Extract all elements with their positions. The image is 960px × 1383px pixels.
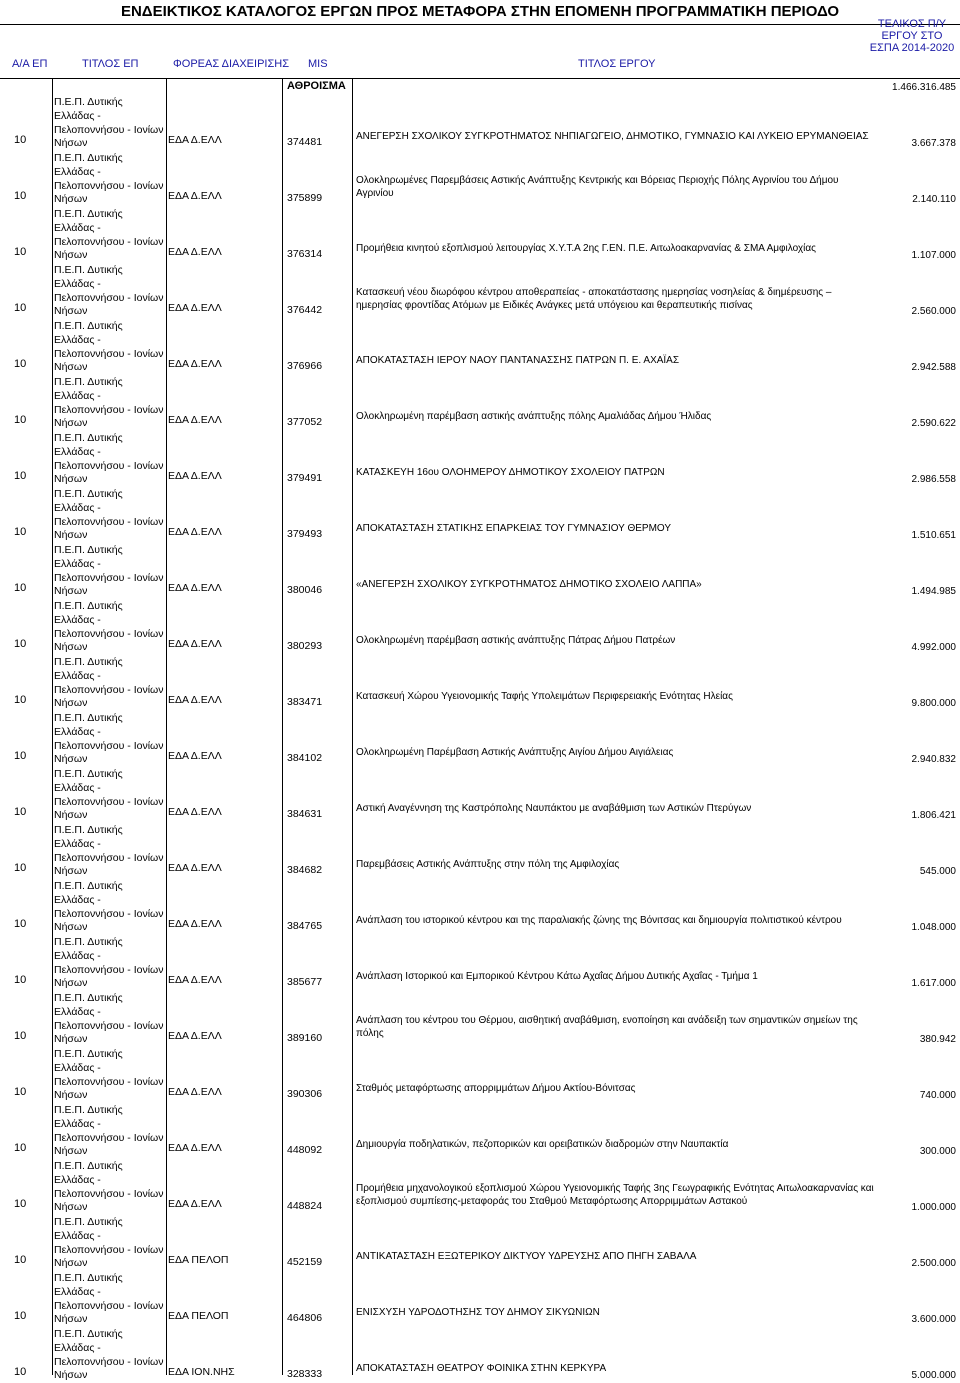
- table-row: [0, 822, 960, 878]
- row-program-line: Πελοποννήσου - Ιονίων: [54, 179, 164, 192]
- row-ep-code: 10: [14, 358, 27, 370]
- table-row: [0, 654, 960, 710]
- table-row: [0, 206, 960, 262]
- row-mis: 376442: [287, 304, 323, 316]
- row-project-title: «ΑΝΕΓΕΡΣΗ ΣΧΟΛΙΚΟΥ ΣΥΓΚΡΟΤΗΜΑΤΟΣ ΔΗΜΟΤΙΚΟ ΣΧΟΛΕΙΟ ΛΑΠΠΑ»: [356, 579, 702, 590]
- table-row: [0, 710, 960, 766]
- col-header-ep-title: ΤΙΤΛΟΣ ΕΠ: [82, 58, 139, 70]
- row-program-line: Ελλάδας -: [54, 389, 101, 402]
- row-project-title: Ολοκληρωμένες Παρεμβάσεις Αστικής Ανάπτυξης Κεντρικής και Βόρειας Περιοχής Πόλης Αγρινίου του Δήμου Αγρινίου: [356, 175, 839, 199]
- row-program-line: Π.Ε.Π. Δυτικής: [54, 880, 123, 892]
- row-mis: 389160: [287, 1032, 323, 1044]
- row-program-line: Π.Ε.Π. Δυτικής: [54, 936, 123, 948]
- row-program-line: Ελλάδας -: [54, 557, 101, 570]
- row-agency: ΕΔΑ Δ.ΕΛΛ: [168, 694, 222, 706]
- row-program-line: Νήσων: [54, 809, 88, 822]
- row-program-line: Πελοποννήσου - Ιονίων: [54, 571, 164, 584]
- row-agency: ΕΔΑ Δ.ΕΛΛ: [168, 358, 222, 370]
- row-program-line: Π.Ε.Π. Δυτικής: [54, 1104, 123, 1116]
- row-mis: 380046: [287, 584, 323, 596]
- table-row: [0, 94, 960, 150]
- row-program-line: Πελοποννήσου - Ιονίων: [54, 851, 164, 864]
- row-agency: ΕΔΑ Δ.ΕΛΛ: [168, 1198, 222, 1210]
- row-agency: ΕΔΑ Δ.ΕΛΛ: [168, 1030, 222, 1042]
- row-program-line: Π.Ε.Π. Δυτικής: [54, 656, 123, 668]
- row-project-title: ΕΝΙΣΧΥΣΗ ΥΔΡΟΔΟΤΗΣΗΣ ΤΟΥ ΔΗΜΟΥ ΣΙΚΥΩΝΙΩΝ: [356, 1307, 600, 1318]
- row-mis: 375899: [287, 192, 323, 204]
- row-agency: ΕΔΑ Δ.ΕΛΛ: [168, 582, 222, 594]
- row-program-line: Πελοποννήσου - Ιονίων: [54, 1299, 164, 1312]
- row-ep-code: 10: [14, 1198, 27, 1210]
- row-program-line: Ελλάδας -: [54, 221, 101, 234]
- row-program-line: Ελλάδας -: [54, 165, 101, 178]
- row-budget: 9.800.000: [911, 698, 956, 709]
- row-program-title: [54, 264, 170, 319]
- header-top-rule: [0, 24, 960, 25]
- row-program-title: [54, 600, 170, 655]
- row-budget: 1.000.000: [911, 1202, 956, 1213]
- row-program-line: Πελοποννήσου - Ιονίων: [54, 459, 164, 472]
- row-program-line: Νήσων: [54, 641, 88, 654]
- table-row: [0, 430, 960, 486]
- row-program-title: [54, 880, 170, 935]
- row-agency: ΕΔΑ Δ.ΕΛΛ: [168, 974, 222, 986]
- row-program-line: Π.Ε.Π. Δυτικής: [54, 1160, 123, 1172]
- row-mis: 384682: [287, 864, 323, 876]
- table-row: [0, 990, 960, 1046]
- table-row: [0, 1158, 960, 1214]
- row-mis: 377052: [287, 416, 323, 428]
- row-ep-code: 10: [14, 1086, 27, 1098]
- row-mis: 448824: [287, 1200, 323, 1212]
- row-mis: 390306: [287, 1088, 323, 1100]
- row-budget: 4.992.000: [911, 642, 956, 653]
- row-mis: 383471: [287, 696, 323, 708]
- row-program-title: [54, 152, 170, 207]
- row-mis: 385677: [287, 976, 323, 988]
- row-ep-code: 10: [14, 246, 27, 258]
- row-program-title: [54, 656, 170, 711]
- row-program-line: Π.Ε.Π. Δυτικής: [54, 208, 123, 220]
- row-budget: 3.600.000: [911, 1314, 956, 1325]
- row-program-line: Π.Ε.Π. Δυτικής: [54, 320, 123, 332]
- table-row: [0, 1326, 960, 1382]
- row-budget: 1.510.651: [911, 530, 956, 541]
- row-agency: ΕΔΑ Δ.ΕΛΛ: [168, 862, 222, 874]
- row-program-line: Π.Ε.Π. Δυτικής: [54, 992, 123, 1004]
- row-program-title: [54, 1160, 170, 1215]
- row-program-line: Π.Ε.Π. Δυτικής: [54, 768, 123, 780]
- row-ep-code: 10: [14, 1030, 27, 1042]
- row-program-line: Π.Ε.Π. Δυτικής: [54, 488, 123, 500]
- row-project-title: Παρεμβάσεις Αστικής Ανάπτυξης στην πόλη της Αμφιλοχίας: [356, 859, 620, 870]
- row-program-line: Π.Ε.Π. Δυτικής: [54, 152, 123, 164]
- row-program-title: [54, 432, 170, 487]
- row-program-title: [54, 1272, 170, 1327]
- row-agency: ΕΔΑ Δ.ΕΛΛ: [168, 638, 222, 650]
- row-program-title: [54, 320, 170, 375]
- row-mis: 374481: [287, 136, 323, 148]
- row-program-line: Ελλάδας -: [54, 837, 101, 850]
- row-program-title: [54, 96, 170, 151]
- row-program-line: Πελοποννήσου - Ιονίων: [54, 1187, 164, 1200]
- row-project-title: Κατασκευή Χώρου Υγειονομικής Ταφής Υπολειμάτων Περιφερειακής Ενότητας Ηλείας: [356, 691, 733, 702]
- table-row: [0, 934, 960, 990]
- row-project-title: ΑΝΤΙΚΑΤΑΣΤΑΣΗ ΕΞΩΤΕΡΙΚΟΥ ΔΙΚΤΥΟΥ ΥΔΡΕΥΣΗΣ ΑΠΟ ΠΗΓΗ ΣΑΒΑΛΑ: [356, 1251, 697, 1262]
- row-mis: 452159: [287, 1256, 323, 1268]
- row-program-line: Π.Ε.Π. Δυτικής: [54, 1216, 123, 1228]
- row-program-line: Νήσων: [54, 305, 88, 318]
- row-mis: 379493: [287, 528, 323, 540]
- row-project-title: ΑΠΟΚΑΤΑΣΤΑΣΗ ΣΤΑΤΙΚΗΣ ΕΠΑΡΚΕΙΑΣ ΤΟΥ ΓΥΜΝΑΣΙΟΥ ΘΕΡΜΟΥ: [356, 523, 672, 534]
- row-budget: 1.107.000: [911, 250, 956, 261]
- row-program-line: Π.Ε.Π. Δυτικής: [54, 712, 123, 724]
- row-project-title: ΑΠΟΚΑΤΑΣΤΑΣΗ ΙΕΡΟΥ ΝΑΟΥ ΠΑΝΤΑΝΑΣΣΗΣ ΠΑΤΡΩΝ Π. Ε. ΑΧΑΪΑΣ: [356, 355, 680, 366]
- row-budget: 1.494.985: [911, 586, 956, 597]
- row-program-line: Πελοποννήσου - Ιονίων: [54, 739, 164, 752]
- row-budget: 545.000: [919, 866, 956, 877]
- row-project-title: Ολοκληρωμένη Παρέμβαση Αστικής Ανάπτυξης Αιγίου Δήμου Αιγιάλειας: [356, 747, 674, 758]
- row-program-line: Νήσων: [54, 137, 88, 150]
- row-project-title: Προμήθεια κινητού εξοπλισμού λειτουργίας Χ.Υ.Τ.Α 2ης Γ.ΕΝ. Π.Ε. Αιτωλοακαρνανίας & ΣΜΑ Αμφιλοχίας: [356, 243, 816, 254]
- row-program-title: [54, 992, 170, 1047]
- row-budget: 300.000: [919, 1146, 956, 1157]
- row-project-title: Ολοκληρωμένη παρέμβαση αστικής ανάπτυξης Πάτρας Δήμου Πατρέων: [356, 635, 676, 646]
- row-mis: 448092: [287, 1144, 323, 1156]
- row-program-line: Νήσων: [54, 753, 88, 766]
- table-row: [0, 318, 960, 374]
- row-program-line: Νήσων: [54, 1089, 88, 1102]
- col-header-mis: MIS: [308, 58, 328, 70]
- row-agency: ΕΔΑ Δ.ΕΛΛ: [168, 190, 222, 202]
- row-budget: 2.986.558: [911, 474, 956, 485]
- row-program-line: Νήσων: [54, 1145, 88, 1158]
- table-row: [0, 1270, 960, 1326]
- row-program-line: Πελοποννήσου - Ιονίων: [54, 403, 164, 416]
- document-title: ΕΝΔΕΙΚΤΙΚΟΣ ΚΑΤΑΛΟΓΟΣ ΕΡΓΩΝ ΠΡΟΣ ΜΕΤΑΦΟΡΑ ΣΤΗΝ ΕΠΟΜΕΝΗ ΠΡΟΓΡΑΜΜΑΤΙΚΗ ΠΕΡΙΟΔΟ: [120, 3, 840, 20]
- row-program-line: Πελοποννήσου - Ιονίων: [54, 627, 164, 640]
- row-agency: ΕΔΑ Δ.ΕΛΛ: [168, 1086, 222, 1098]
- row-budget: 5.000.000: [911, 1370, 956, 1381]
- row-ep-code: 10: [14, 190, 27, 202]
- row-project-title: Ολοκληρωμένη παρέμβαση αστικής ανάπτυξης πόλης Αμαλιάδας Δήμου Ήλιδας: [356, 411, 712, 422]
- row-project-title: Ανάπλαση του ιστορικού κέντρου και της παραλιακής ζώνης της Βόνιτσας και δημιουργία πολιτιστικού κέντρου: [356, 915, 842, 926]
- summary-label: ΑΘΡΟΙΣΜΑ: [287, 80, 346, 92]
- row-ep-code: 10: [14, 470, 27, 482]
- row-project-title: Αστική Αναγέννηση της Καστρόπολης Ναυπάκτου με αναβάθμιση των Αστικών Πτερύγων: [356, 803, 752, 814]
- row-program-title: [54, 936, 170, 991]
- row-agency: ΕΔΑ Δ.ΕΛΛ: [168, 806, 222, 818]
- row-program-line: Νήσων: [54, 697, 88, 710]
- row-agency: ΕΔΑ Δ.ΕΛΛ: [168, 246, 222, 258]
- row-budget: 380.942: [919, 1034, 956, 1045]
- row-program-line: Νήσων: [54, 585, 88, 598]
- row-agency: ΕΔΑ ΠΕΛΟΠ: [168, 1254, 229, 1266]
- row-budget: 2.942.588: [911, 362, 956, 373]
- row-program-line: Π.Ε.Π. Δυτικής: [54, 96, 123, 108]
- row-program-line: Πελοποννήσου - Ιονίων: [54, 907, 164, 920]
- row-program-line: Νήσων: [54, 417, 88, 430]
- row-program-line: Νήσων: [54, 193, 88, 206]
- row-ep-code: 10: [14, 302, 27, 314]
- row-agency: ΕΔΑ ΠΕΛΟΠ: [168, 1310, 229, 1322]
- row-project-title: Ανάπλαση Ιστορικού και Εμπορικού Κέντρου Κάτω Αχαΐας Δήμου Δυτικής Αχαΐας - Τμήμα 1: [356, 971, 758, 982]
- row-mis: 384102: [287, 752, 323, 764]
- row-program-line: Ελλάδας -: [54, 501, 101, 514]
- row-ep-code: 10: [14, 414, 27, 426]
- row-program-line: Νήσων: [54, 977, 88, 990]
- col-header-agency: ΦΟΡΕΑΣ ΔΙΑΧΕΙΡΙΣΗΣ: [173, 58, 289, 70]
- row-ep-code: 10: [14, 1254, 27, 1266]
- row-mis: 328333: [287, 1368, 323, 1380]
- row-agency: ΕΔΑ Δ.ΕΛΛ: [168, 1142, 222, 1154]
- row-program-line: Π.Ε.Π. Δυτικής: [54, 1048, 123, 1060]
- row-program-line: Νήσων: [54, 1369, 88, 1382]
- col-header-ep-code: Α/Α ΕΠ: [12, 58, 48, 70]
- row-program-title: [54, 208, 170, 263]
- row-program-line: Π.Ε.Π. Δυτικής: [54, 544, 123, 556]
- row-project-title: ΑΝΕΓΕΡΣΗ ΣΧΟΛΙΚΟΥ ΣΥΓΚΡΟΤΗΜΑΤΟΣ ΝΗΠΙΑΓΩΓΕΙΟ, ΔΗΜΟΤΙΚΟ, ΓΥΜΝΑΣΙΟ ΚΑΙ ΛΥΚΕΙΟ ΕΡΥΜΑΝΘΕΙΑΣ: [356, 131, 869, 142]
- row-program-line: Π.Ε.Π. Δυτικής: [54, 376, 123, 388]
- row-program-line: Πελοποννήσου - Ιονίων: [54, 1075, 164, 1088]
- row-ep-code: 10: [14, 1142, 27, 1154]
- row-program-line: Νήσων: [54, 1033, 88, 1046]
- row-program-line: Ελλάδας -: [54, 1173, 101, 1186]
- row-ep-code: 10: [14, 974, 27, 986]
- row-program-title: [54, 1104, 170, 1159]
- row-mis: 384631: [287, 808, 323, 820]
- row-ep-code: 10: [14, 638, 27, 650]
- row-ep-code: 10: [14, 918, 27, 930]
- row-program-line: Πελοποννήσου - Ιονίων: [54, 1131, 164, 1144]
- row-program-line: Ελλάδας -: [54, 1061, 101, 1074]
- table-row: [0, 486, 960, 542]
- row-agency: ΕΔΑ Δ.ΕΛΛ: [168, 470, 222, 482]
- row-budget: 2.140.110: [912, 194, 956, 205]
- table-row: [0, 598, 960, 654]
- row-agency: ΕΔΑ Δ.ΕΛΛ: [168, 526, 222, 538]
- row-program-line: Πελοποννήσου - Ιονίων: [54, 1355, 164, 1368]
- row-agency: ΕΔΑ Δ.ΕΛΛ: [168, 750, 222, 762]
- row-program-line: Π.Ε.Π. Δυτικής: [54, 264, 123, 276]
- row-program-line: Ελλάδας -: [54, 445, 101, 458]
- row-program-line: Πελοποννήσου - Ιονίων: [54, 1243, 164, 1256]
- row-program-line: Π.Ε.Π. Δυτικής: [54, 824, 123, 836]
- row-agency: ΕΔΑ Δ.ΕΛΛ: [168, 134, 222, 146]
- summary-value: 1.466.316.485: [892, 82, 956, 93]
- row-budget: 1.048.000: [911, 922, 956, 933]
- row-program-line: Π.Ε.Π. Δυτικής: [54, 1328, 123, 1340]
- row-program-line: Ελλάδας -: [54, 1229, 101, 1242]
- table-row: [0, 1046, 960, 1102]
- row-program-line: Νήσων: [54, 865, 88, 878]
- row-program-line: Νήσων: [54, 1313, 88, 1326]
- row-program-line: Νήσων: [54, 1257, 88, 1270]
- row-program-line: Πελοποννήσου - Ιονίων: [54, 123, 164, 136]
- row-program-line: Ελλάδας -: [54, 1117, 101, 1130]
- table-row: [0, 766, 960, 822]
- row-program-title: [54, 824, 170, 879]
- row-program-title: [54, 1216, 170, 1271]
- row-program-line: Πελοποννήσου - Ιονίων: [54, 963, 164, 976]
- table-row: [0, 262, 960, 318]
- row-mis: 380293: [287, 640, 323, 652]
- col-header-project-title: ΤΙΤΛΟΣ ΕΡΓΟΥ: [578, 58, 656, 70]
- row-program-line: Νήσων: [54, 361, 88, 374]
- row-budget: 1.806.421: [911, 810, 956, 821]
- row-agency: ΕΔΑ Δ.ΕΛΛ: [168, 302, 222, 314]
- row-program-line: Ελλάδας -: [54, 1005, 101, 1018]
- row-program-line: Π.Ε.Π. Δυτικής: [54, 1272, 123, 1284]
- row-program-line: Πελοποννήσου - Ιονίων: [54, 291, 164, 304]
- row-program-line: Ελλάδας -: [54, 669, 101, 682]
- row-program-line: Πελοποννήσου - Ιονίων: [54, 515, 164, 528]
- row-budget: 3.667.378: [911, 138, 956, 149]
- row-ep-code: 10: [14, 694, 27, 706]
- row-project-title: Κατασκευή νέου διωρόφου κέντρου αποθεραπείας - αποκατάστασης ημερησίας νοσηλείας & διημέρευσης – ημερησίας φροντίδας Ατόμων με Ειδικές Ανάγκες μετά υπόγειου και θεραπευτικής πισίνας: [356, 287, 832, 311]
- row-agency: ΕΔΑ Δ.ΕΛΛ: [168, 918, 222, 930]
- table-row: [0, 1102, 960, 1158]
- row-ep-code: 10: [14, 1310, 27, 1322]
- table-row: [0, 878, 960, 934]
- row-program-line: Ελλάδας -: [54, 1341, 101, 1354]
- row-ep-code: 10: [14, 582, 27, 594]
- row-ep-code: 10: [14, 750, 27, 762]
- row-ep-code: 10: [14, 1366, 27, 1378]
- row-budget: 740.000: [919, 1090, 956, 1101]
- row-program-line: Νήσων: [54, 1201, 88, 1214]
- row-program-line: Πελοποννήσου - Ιονίων: [54, 683, 164, 696]
- table-row: [0, 1214, 960, 1270]
- row-program-line: Πελοποννήσου - Ιονίων: [54, 1019, 164, 1032]
- row-program-line: Ελλάδας -: [54, 613, 101, 626]
- row-program-line: Ελλάδας -: [54, 109, 101, 122]
- row-program-title: [54, 376, 170, 431]
- row-program-line: Ελλάδας -: [54, 333, 101, 346]
- row-program-line: Νήσων: [54, 529, 88, 542]
- row-project-title: ΑΠΟΚΑΤΑΣΤΑΣΗ ΘΕΑΤΡΟΥ ΦΟΙΝΙΚΑ ΣΤΗΝ ΚΕΡΚΥΡΑ: [356, 1363, 607, 1374]
- row-program-line: Ελλάδας -: [54, 277, 101, 290]
- row-program-line: Ελλάδας -: [54, 1285, 101, 1298]
- row-budget: 1.617.000: [911, 978, 956, 989]
- row-project-title: Δημιουργία ποδηλατικών, πεζοπορικών και ορειβατικών διαδρομών στην Ναυπακτία: [356, 1139, 729, 1150]
- row-mis: 384765: [287, 920, 323, 932]
- row-program-title: [54, 712, 170, 767]
- row-program-line: Ελλάδας -: [54, 893, 101, 906]
- row-project-title: Προμήθεια μηχανολογικού εξοπλισμού Χώρου Υγειονομικής Ταφής 3ης Γεωγραφικής Ενότητας Αιτωλοακαρνανίας και εξοπλισμού συμπίεσης-μεταφοράς του Σταθμού Μεταφόρτωσης Απορριμμάτων Αστακού: [356, 1183, 874, 1207]
- row-budget: 2.560.000: [911, 306, 956, 317]
- col-header-total-budget: ΤΕΛΙΚΟΣ Π/Υ ΕΡΓΟΥ ΣΤΟ ΕΣΠΑ 2014-2020: [869, 18, 955, 54]
- row-ep-code: 10: [14, 806, 27, 818]
- row-budget: 2.590.622: [911, 418, 956, 429]
- row-ep-code: 10: [14, 134, 27, 146]
- row-program-title: [54, 1048, 170, 1103]
- row-program-line: Νήσων: [54, 249, 88, 262]
- row-project-title: ΚΑΤΑΣΚΕΥΗ 16ου ΟΛΟΗΜΕΡΟΥ ΔΗΜΟΤΙΚΟΥ ΣΧΟΛΕΙΟΥ ΠΑΤΡΩΝ: [356, 467, 665, 478]
- row-mis: 379491: [287, 472, 323, 484]
- row-program-line: Π.Ε.Π. Δυτικής: [54, 432, 123, 444]
- row-program-line: Ελλάδας -: [54, 949, 101, 962]
- row-program-line: Πελοποννήσου - Ιονίων: [54, 347, 164, 360]
- row-program-line: Π.Ε.Π. Δυτικής: [54, 600, 123, 612]
- row-program-title: [54, 768, 170, 823]
- row-agency: ΕΔΑ Δ.ΕΛΛ: [168, 414, 222, 426]
- row-ep-code: 10: [14, 862, 27, 874]
- row-program-line: Πελοποννήσου - Ιονίων: [54, 235, 164, 248]
- row-budget: 2.500.000: [911, 1258, 956, 1269]
- row-program-title: [54, 488, 170, 543]
- row-mis: 376966: [287, 360, 323, 372]
- row-program-title: [54, 544, 170, 599]
- table-row: [0, 542, 960, 598]
- row-mis: 464806: [287, 1312, 323, 1324]
- row-program-line: Νήσων: [54, 921, 88, 934]
- row-agency: ΕΔΑ ΙΟΝ.ΝΗΣ: [168, 1366, 235, 1378]
- row-mis: 376314: [287, 248, 323, 260]
- summary-row: [0, 78, 960, 94]
- row-program-line: Νήσων: [54, 473, 88, 486]
- row-program-line: Ελλάδας -: [54, 725, 101, 738]
- table-row: [0, 150, 960, 206]
- row-project-title: Σταθμός μεταφόρτωσης απορριμμάτων Δήμου Ακτίου-Βόνιτσας: [356, 1083, 636, 1094]
- row-ep-code: 10: [14, 526, 27, 538]
- row-program-line: Ελλάδας -: [54, 781, 101, 794]
- row-budget: 2.940.832: [911, 754, 956, 765]
- table-row: [0, 374, 960, 430]
- row-program-line: Πελοποννήσου - Ιονίων: [54, 795, 164, 808]
- row-project-title: Ανάπλαση του κέντρου του Θέρμου, αισθητική αναβάθμιση, ενοποίηση και ανάδειξη των σημαντικών σημείων της πόλης: [356, 1015, 858, 1039]
